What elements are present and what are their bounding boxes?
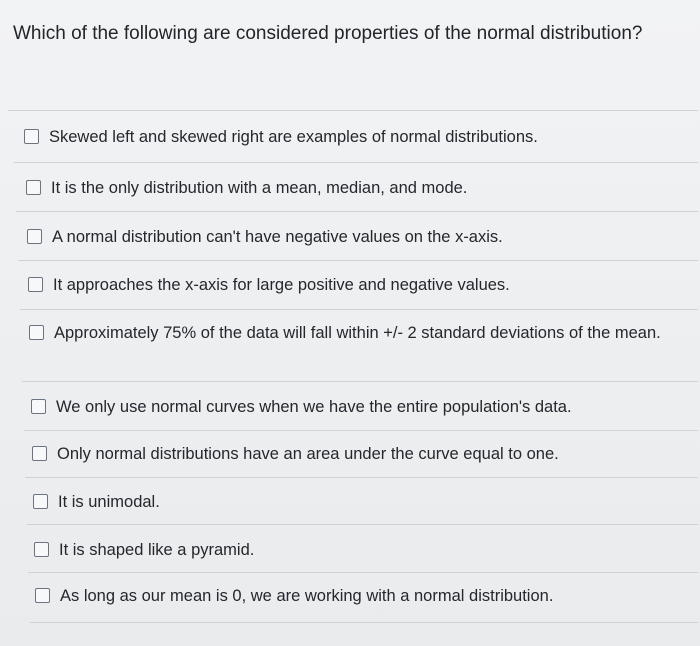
checkbox[interactable] (31, 399, 46, 414)
checkbox[interactable] (26, 180, 41, 195)
option-6[interactable] (31, 394, 691, 420)
checkbox[interactable] (32, 446, 47, 461)
divider (16, 211, 698, 212)
option-label: We only use normal curves when we have the entire population's data. (56, 398, 572, 416)
divider (24, 430, 698, 431)
option-label: Approximately 75% of the data will fall within +/- 2 standard deviations of the mean. (54, 324, 661, 342)
divider (20, 309, 698, 310)
question-text: Which of the following are considered properties of the normal distribution? (13, 23, 643, 44)
option-label: A normal distribution can't have negative values on the x-axis. (52, 228, 503, 246)
option-8[interactable] (33, 489, 683, 515)
option-2[interactable] (26, 175, 686, 201)
option-label: Skewed left and skewed right are examples of normal distributions. (49, 128, 538, 146)
option-1[interactable] (24, 124, 684, 150)
checkbox[interactable] (28, 277, 43, 292)
option-10[interactable] (35, 583, 685, 609)
divider (8, 110, 698, 111)
option-label: Only normal distributions have an area under the curve equal to one. (57, 445, 559, 463)
option-label: It is the only distribution with a mean, median, and mode. (51, 179, 468, 197)
checkbox[interactable] (27, 229, 42, 244)
divider (22, 381, 698, 382)
option-label: As long as our mean is 0, we are working with a normal distribution. (60, 587, 554, 605)
option-5[interactable] (29, 320, 679, 346)
option-3[interactable] (27, 224, 687, 250)
divider (18, 260, 698, 261)
checkbox[interactable] (24, 129, 39, 144)
checkbox[interactable] (34, 542, 49, 557)
divider (14, 162, 698, 163)
divider (30, 622, 698, 623)
divider (25, 477, 698, 478)
divider (27, 524, 698, 525)
checkbox[interactable] (35, 588, 50, 603)
option-label: It is unimodal. (58, 493, 160, 511)
option-4[interactable] (28, 272, 688, 298)
checkbox[interactable] (33, 494, 48, 509)
divider (28, 572, 698, 573)
option-9[interactable] (34, 537, 684, 563)
option-7[interactable] (32, 441, 692, 467)
option-label: It approaches the x-axis for large positive and negative values. (53, 276, 510, 294)
checkbox[interactable] (29, 325, 44, 340)
option-label: It is shaped like a pyramid. (59, 541, 255, 559)
